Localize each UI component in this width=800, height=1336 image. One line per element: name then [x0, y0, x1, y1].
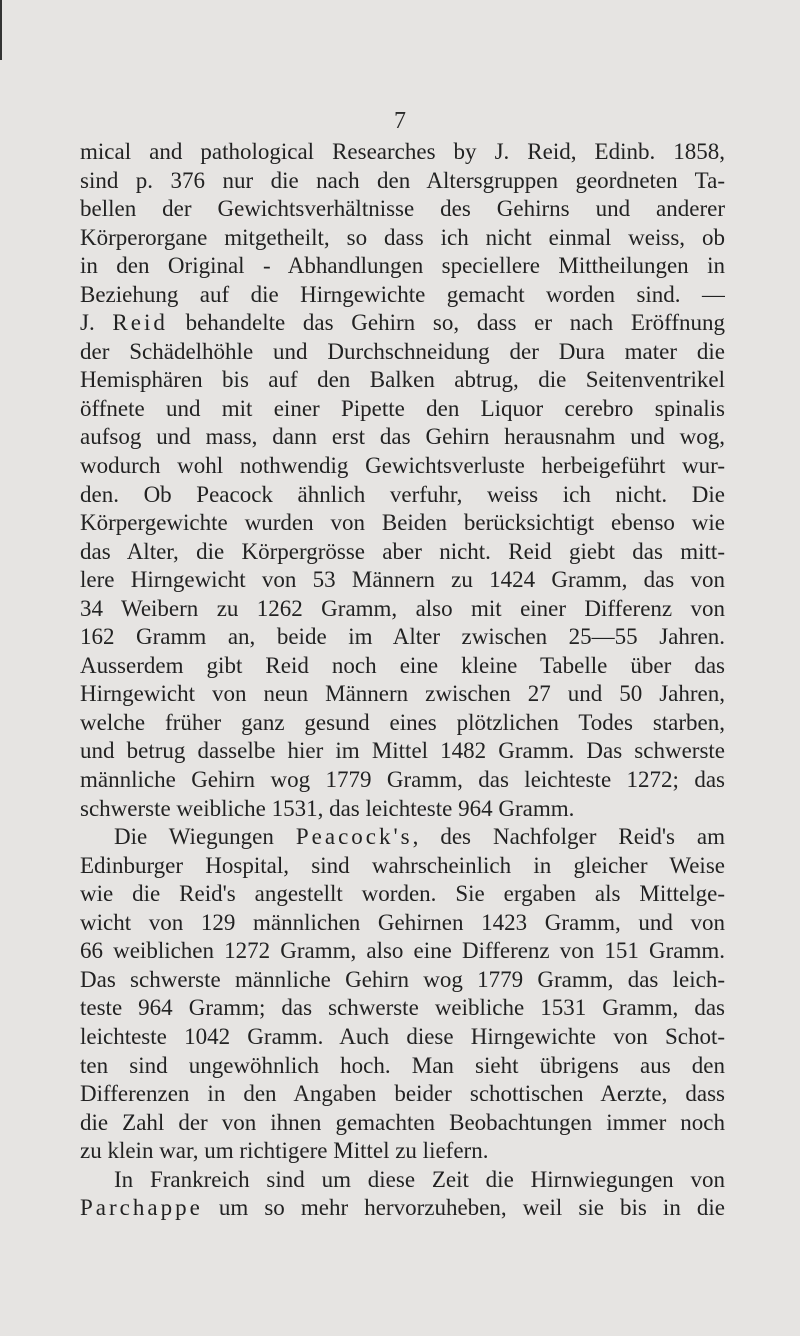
text-line: In Frankreich sind um diese Zeit die Hirnwiegungen von: [114, 1166, 725, 1192]
text-line: Differenzen in den Angaben beider schottischen Aerzte, dass: [80, 1081, 725, 1107]
text-line: wie die Reid's angestellt worden. Sie ergaben als Mittelge-: [80, 881, 725, 907]
page-edge: [0, 0, 2, 60]
text-segment: Die Wiegungen: [114, 824, 296, 850]
text-line: [80, 823, 725, 852]
text-line: Das schwerste männliche Gehirn wog 1779 Gramm, das leich-: [80, 966, 725, 992]
text-line: Ausserdem gibt Reid noch eine kleine Tabelle über das: [80, 652, 725, 678]
text-line: 34 Weibern zu 1262 Gramm, also mit einer Differenz von: [80, 595, 725, 621]
text-line: zu klein war, um richtigere Mittel zu liefern.: [80, 1138, 489, 1164]
text-line: wicht von 129 männlichen Gehirnen 1423 Gramm, und von: [80, 909, 725, 935]
spaced-name: Parchappe: [80, 1195, 203, 1221]
text-line: mical and pathological Researches by J. Reid, Edinb. 1858,: [80, 139, 725, 164]
text-segment: J.: [80, 310, 113, 336]
text-line: männliche Gehirn wog 1779 Gramm, das leichteste 1272; das: [80, 767, 725, 793]
text-segment: , des Nachfolger Reid's am: [412, 824, 725, 850]
text-line: in den Original - Abhandlungen speciellere Mittheilungen in: [80, 253, 725, 279]
text-line: bellen der Gewichtsverhältnisse des Gehirns und anderer: [80, 196, 725, 222]
text-segment: um so mehr hervorzuheben, weil sie bis in die: [202, 1195, 725, 1221]
text-line: das Alter, die Körpergrösse aber nicht. Reid giebt das mitt-: [80, 538, 725, 564]
spaced-name: Peacock's: [295, 824, 413, 850]
text-line: öffnete und mit einer Pipette den Liquor cerebro spinalis: [80, 395, 725, 421]
text-line: [80, 1194, 725, 1223]
text-line: den. Ob Peacock ähnlich verfuhr, weiss ich nicht. Die: [80, 481, 725, 507]
text-line: lere Hirngewicht von 53 Männern zu 1424 Gramm, das von: [80, 567, 725, 593]
text-line: der Schädelhöhle und Durchschneidung der Dura mater die: [80, 338, 725, 364]
text-line: Beziehung auf die Hirngewichte gemacht worden sind. —: [80, 281, 725, 307]
text-line: teste 964 Gramm; das schwerste weibliche 1531 Gramm, das: [80, 995, 725, 1021]
text-line: wodurch wohl nothwendig Gewichtsverluste herbeigeführt wur-: [80, 453, 725, 479]
body-text: [80, 138, 725, 1223]
text-line: und betrug dasselbe hier im Mittel 1482 Gramm. Das schwerste: [80, 738, 725, 764]
text-line: Körpergewichte wurden von Beiden berücksichtigt ebenso wie: [80, 510, 725, 536]
text-line: ten sind ungewöhnlich hoch. Man sieht übrigens aus den: [80, 1052, 725, 1078]
page-number: 7: [394, 108, 406, 134]
text-line: Körperorgane mitgetheilt, so dass ich nicht einmal weiss, ob: [80, 224, 725, 250]
text-segment: behandelte das Gehirn so, dass er nach Eröffnung: [167, 310, 725, 336]
text-line: leichteste 1042 Gramm. Auch diese Hirngewichte von Schot-: [80, 1023, 725, 1049]
text-line: schwerste weibliche 1531, das leichteste 964 Gramm.: [80, 795, 575, 821]
spaced-name: Reid: [112, 310, 168, 336]
text-line: [80, 309, 725, 338]
text-line: sind p. 376 nur die nach den Altersgruppen geordneten Ta-: [80, 167, 725, 193]
text-line: 162 Gramm an, beide im Alter zwischen 25—55 Jahren.: [80, 624, 725, 650]
text-line: die Zahl der von ihnen gemachten Beobachtungen immer noch: [80, 1109, 725, 1135]
text-line: aufsog und mass, dann erst das Gehirn herausnahm und wog,: [80, 424, 725, 450]
text-line: Edinburger Hospital, sind wahrscheinlich in gleicher Weise: [80, 852, 725, 878]
text-line: Hemisphären bis auf den Balken abtrug, die Seitenventrikel: [80, 367, 725, 393]
text-line: welche früher ganz gesund eines plötzlichen Todes starben,: [80, 709, 725, 735]
text-line: 66 weiblichen 1272 Gramm, also eine Differenz von 151 Gramm.: [80, 938, 725, 964]
text-line: Hirngewicht von neun Männern zwischen 27 und 50 Jahren,: [80, 681, 725, 707]
